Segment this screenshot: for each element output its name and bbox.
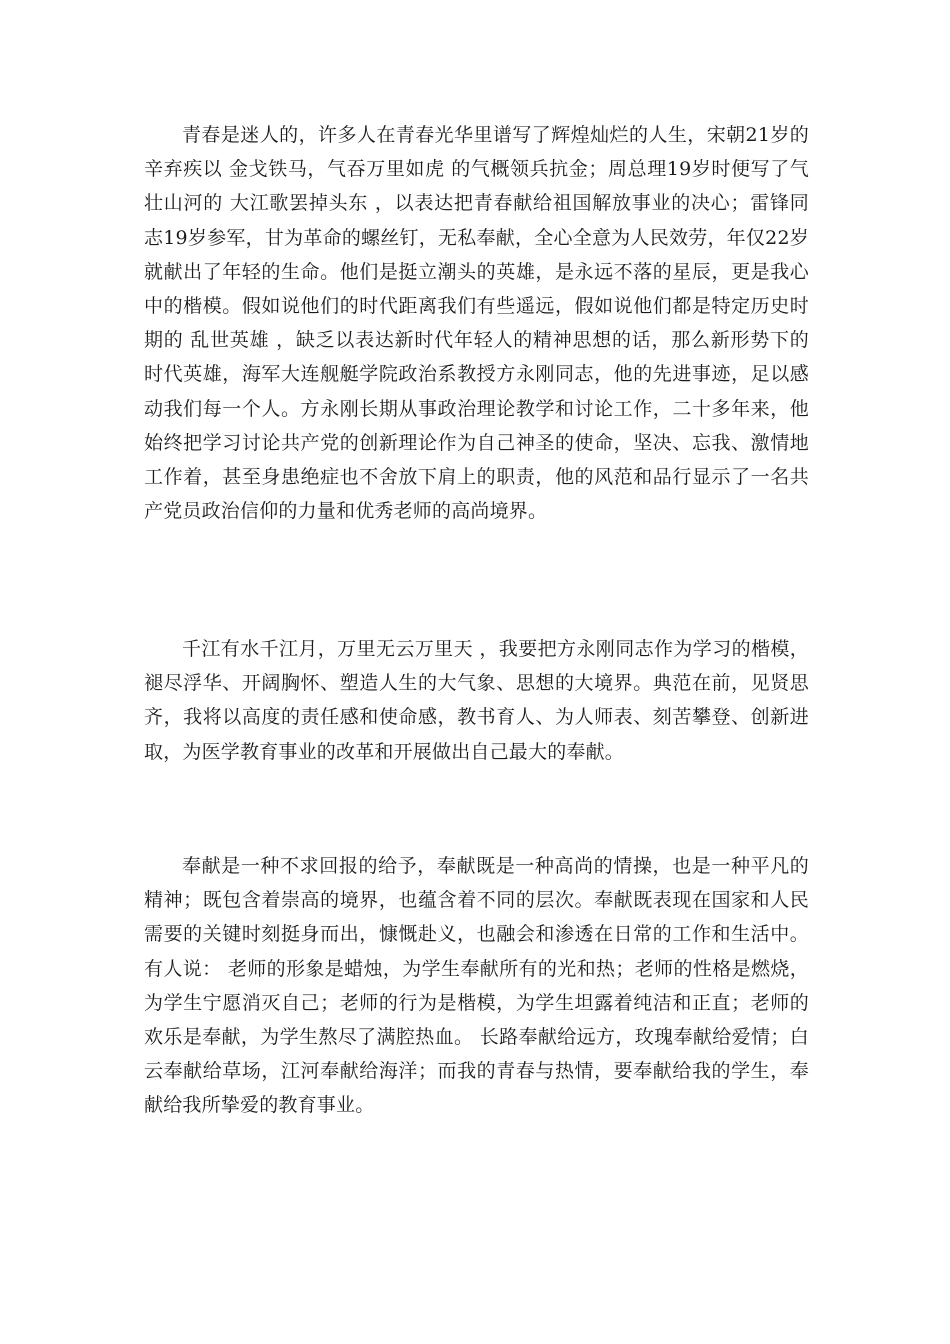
paragraph-youth-role-models: 青春是迷人的，许多人在青春光华里谱写了辉煌灿烂的人生，宋朝21岁的辛弃疾以 金戈铁马，气吞万里如虎 的气概领兵抗金；周总理19岁时便写了气壮山河的 大江歌罢掉头东 ，以表达把青春献给祖国解放事业的决心；雷锋同志19岁参军，甘为革命的螺丝钉，无私奉献，全心全意为人民效劳，年仅22岁就献出了年轻的生命。他们是挺立潮头的英雄，是永远不落的星辰，更是我心中的楷模。假如说他们的时代距离我们有些遥远，假如说他们都是特定历史时期的 乱世英雄 ，缺乏以表达新时代年轻人的精神思想的话，那么新形势下的时代英雄，海军大连舰艇学院政治系教授方永刚同志，他的先进事迹，足以感动我们每一个人。方永刚长期从事政治理论教学和讨论工作，二十多年来，他始终把学习讨论共产党的创新理论作为自己神圣的使命，坚决、忘我、激情地工作着，甚至身患绝症也不舍放下肩上的职责，他的风范和品行显示了一名共产党员政治信仰的力量和优秀老师的高尚境界。 bbox=[144, 124, 809, 523]
paragraph-learning-from-example: 千江有水千江月，万里无云万里天 ，我要把方永刚同志作为学习的楷模，褪尽浮华、开阔胸怀、塑造人生的大气象、思想的大境界。典范在前，见贤思齐，我将以高度的责任感和使命感，教书育人、为人师表、刻苦攀登、创新进取，为医学教育事业的改革和开展做出自己最大的奉献。 bbox=[144, 638, 809, 763]
paragraph-dedication: 奉献是一种不求回报的给予，奉献既是一种高尚的情操，也是一种平凡的精神；既包含着崇高的境界，也蕴含着不同的层次。奉献既表现在国家和人民需要的关键时刻挺身而出，慷慨赴义，也融会和渗透在日常的工作和生活中。有人说： 老师的形象是蜡烛，为学生奉献所有的光和热；老师的性格是燃烧，为学生宁愿消灭自己；老师的行为是楷模，为学生坦露着纯洁和正直；老师的欢乐是奉献，为学生熬尽了满腔热血。 长路奉献给远方，玫瑰奉献给爱情；白云奉献给草场，江河奉献给海洋；而我的青春与热情，要奉献给我的学生，奉献给我所挚爱的教育事业。 bbox=[144, 855, 809, 1117]
